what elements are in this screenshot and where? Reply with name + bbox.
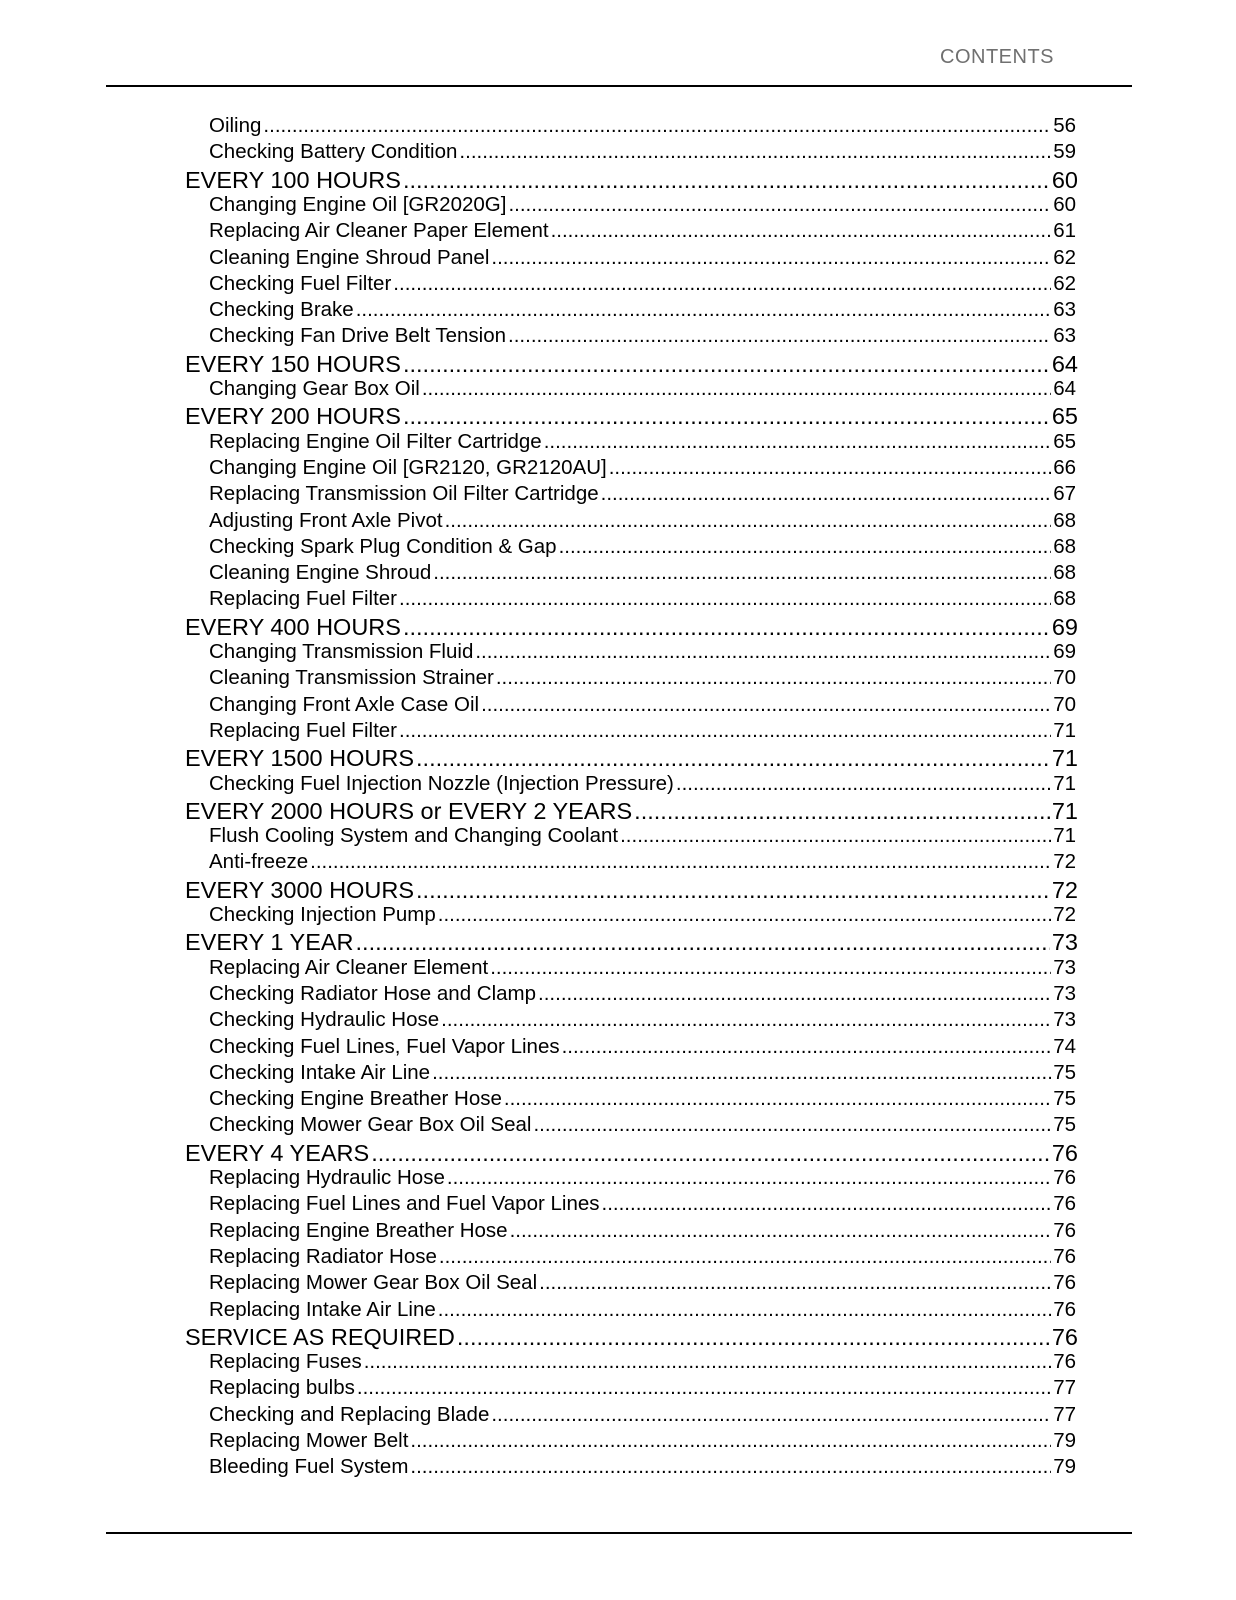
toc-entry-page-number: 76	[1051, 1323, 1078, 1350]
toc-entry-title: EVERY 4 YEARS	[185, 1139, 370, 1166]
toc-entry-title: Replacing Fuel Lines and Fuel Vapor Lines	[209, 1192, 600, 1216]
toc-entry-title: EVERY 100 HOURS	[185, 166, 401, 193]
toc-entry-title: Replacing Mower Gear Box Oil Seal	[209, 1271, 538, 1295]
toc-section-entry[interactable]	[185, 745, 1078, 772]
toc-entry-title: Checking Radiator Hose and Clamp	[209, 981, 537, 1005]
dot-leader	[457, 1324, 1050, 1351]
toc-entry-page-number: 71	[1053, 824, 1076, 848]
toc-entry-title: Checking Fuel Injection Nozzle (Injection Pressure)	[209, 771, 674, 795]
toc-entry-page-number: 62	[1053, 271, 1076, 295]
toc-entry-title: Checking Mower Gear Box Oil Seal	[209, 1113, 532, 1137]
toc-entry-page-number: 70	[1053, 692, 1076, 716]
toc-entry-page-number: 76	[1051, 1139, 1078, 1166]
toc-entry-title: Replacing Air Cleaner Element	[209, 955, 489, 979]
toc-entry-page-number: 64	[1053, 377, 1076, 400]
toc-subsection-entry[interactable]	[209, 219, 1076, 243]
dot-leader	[491, 246, 1051, 270]
dot-leader	[508, 193, 1051, 217]
toc-subsection-entry[interactable]	[209, 956, 1076, 980]
toc-entry-title: Adjusting Front Axle Pivot	[209, 508, 443, 532]
dot-leader	[371, 1140, 1050, 1167]
dot-leader	[403, 167, 1050, 194]
toc-entry-page-number: 59	[1053, 140, 1076, 164]
toc-entry-title: Cleaning Engine Shroud	[209, 561, 432, 585]
toc-entry-page-number: 60	[1053, 192, 1076, 216]
dot-leader	[634, 798, 1050, 825]
dot-leader	[433, 561, 1051, 585]
toc-subsection-entry[interactable]	[209, 1376, 1076, 1400]
toc-entry-page-number: 62	[1053, 245, 1076, 269]
toc-subsection-entry[interactable]	[209, 640, 1076, 664]
toc-entry-title: Replacing Air Cleaner Paper Element	[209, 219, 549, 243]
toc-entry-title: EVERY 200 HOURS	[185, 403, 401, 430]
toc-entry-title: Cleaning Transmission Strainer	[209, 666, 494, 690]
toc-subsection-entry[interactable]	[209, 193, 1076, 217]
toc-entry-page-number: 69	[1051, 613, 1078, 640]
dot-leader	[551, 219, 1052, 243]
dot-leader	[459, 140, 1051, 164]
dot-leader	[620, 824, 1051, 848]
toc-subsection-entry[interactable]	[209, 1403, 1076, 1427]
dot-leader	[439, 1245, 1051, 1269]
dot-leader	[263, 114, 1051, 138]
dot-leader	[491, 1403, 1051, 1427]
dot-leader	[410, 1429, 1051, 1453]
toc-section-entry[interactable]	[185, 1140, 1078, 1167]
dot-leader	[356, 298, 1051, 322]
toc-subsection-entry[interactable]	[209, 982, 1076, 1006]
running-header-contents: CONTENTS	[940, 46, 1054, 68]
toc-entry-page-number: 71	[1053, 771, 1076, 795]
toc-subsection-entry[interactable]	[209, 1298, 1076, 1322]
toc-subsection-entry[interactable]	[209, 1087, 1076, 1111]
dot-leader	[475, 640, 1051, 664]
toc-subsection-entry[interactable]	[209, 114, 1076, 138]
toc-entry-title: Changing Gear Box Oil	[209, 377, 420, 400]
toc-section-entry[interactable]	[185, 798, 1078, 825]
toc-subsection-entry[interactable]	[209, 377, 1076, 401]
toc-entry-page-number: 56	[1053, 114, 1076, 137]
toc-entry-page-number: 71	[1051, 797, 1078, 824]
toc-subsection-entry[interactable]	[209, 1061, 1076, 1085]
dot-leader	[357, 1376, 1051, 1400]
toc-entry-page-number: 79	[1053, 1429, 1076, 1452]
toc-subsection-entry[interactable]	[209, 535, 1076, 559]
dot-leader	[403, 403, 1050, 430]
toc-entry-page-number: 76	[1053, 1244, 1076, 1268]
toc-entry-page-number: 77	[1053, 1402, 1076, 1426]
toc-entry-title: Anti-freeze	[209, 850, 309, 874]
dot-leader	[562, 1035, 1052, 1059]
toc-entry-page-number: 76	[1053, 1350, 1076, 1374]
dot-leader	[403, 614, 1050, 641]
toc-entry-page-number: 73	[1053, 955, 1076, 979]
toc-subsection-entry[interactable]	[209, 903, 1076, 927]
toc-section-entry[interactable]	[185, 614, 1078, 641]
toc-entry-title: Checking Fuel Filter	[209, 271, 392, 295]
header-rule	[106, 85, 1132, 87]
toc-section-entry[interactable]	[185, 929, 1078, 956]
dot-leader	[432, 1061, 1051, 1085]
toc-subsection-entry[interactable]	[209, 1429, 1076, 1453]
toc-subsection-entry[interactable]	[209, 1219, 1076, 1243]
dot-leader	[310, 850, 1051, 874]
toc-entry-title: Changing Engine Oil [GR2120, GR2120AU]	[209, 455, 607, 479]
toc-entry-title: Checking Fan Drive Belt Tension	[209, 324, 507, 348]
toc-subsection-entry[interactable]	[209, 693, 1076, 717]
toc-subsection-entry[interactable]	[209, 430, 1076, 454]
toc-subsection-entry[interactable]	[209, 1113, 1076, 1137]
toc-subsection-entry[interactable]	[209, 1192, 1076, 1216]
toc-entry-page-number: 72	[1051, 876, 1078, 903]
toc-entry-page-number: 66	[1053, 455, 1076, 479]
toc-entry-title: Flush Cooling System and Changing Coolant	[209, 824, 619, 848]
toc-entry-page-number: 68	[1053, 587, 1076, 611]
dot-leader	[393, 272, 1051, 296]
toc-entry-page-number: 76	[1053, 1166, 1076, 1189]
toc-entry-page-number: 64	[1051, 350, 1078, 377]
toc-entry-title: Checking Intake Air Line	[209, 1060, 431, 1084]
toc-entry-page-number: 61	[1053, 219, 1076, 243]
toc-subsection-entry[interactable]	[209, 1271, 1076, 1295]
toc-entry-page-number: 68	[1053, 508, 1076, 532]
dot-leader	[609, 456, 1051, 480]
dot-leader	[544, 430, 1051, 454]
toc-subsection-entry[interactable]	[209, 1166, 1076, 1190]
toc-subsection-entry[interactable]	[209, 587, 1076, 611]
toc-section-entry[interactable]	[185, 1324, 1078, 1351]
toc-entry-page-number: 72	[1053, 903, 1076, 926]
toc-entry-title: Checking Brake	[209, 298, 354, 322]
toc-entry-title: Replacing Fuses	[209, 1350, 362, 1374]
toc-entry-title: Replacing Engine Breather Hose	[209, 1218, 508, 1242]
toc-entry-page-number: 65	[1051, 403, 1078, 430]
dot-leader	[533, 1113, 1051, 1137]
toc-entry-title: Oiling	[209, 114, 262, 137]
toc-entry-title: Checking Injection Pump	[209, 903, 436, 926]
toc-subsection-entry[interactable]	[209, 456, 1076, 480]
dot-leader	[410, 1455, 1051, 1479]
toc-entry-page-number: 79	[1053, 1455, 1076, 1479]
dot-leader	[496, 666, 1051, 690]
toc-entry-title: EVERY 400 HOURS	[185, 613, 401, 640]
toc-entry-page-number: 73	[1053, 981, 1076, 1005]
toc-entry-title: Changing Transmission Fluid	[209, 640, 474, 663]
dot-leader	[538, 982, 1051, 1006]
toc-entry-page-number: 77	[1053, 1376, 1076, 1400]
toc-entry-page-number: 71	[1051, 745, 1078, 772]
dot-leader	[422, 377, 1051, 401]
toc-entry-page-number: 63	[1053, 324, 1076, 348]
toc-entry-page-number: 68	[1053, 534, 1076, 558]
toc-entry-page-number: 76	[1053, 1192, 1076, 1216]
toc-entry-page-number: 65	[1053, 429, 1076, 453]
toc-entry-page-number: 71	[1053, 718, 1076, 742]
dot-leader	[559, 535, 1052, 559]
toc-subsection-entry[interactable]	[209, 824, 1076, 848]
toc-entry-page-number: 76	[1053, 1297, 1076, 1321]
toc-subsection-entry[interactable]	[209, 272, 1076, 296]
toc-entry-page-number: 70	[1053, 666, 1076, 690]
footer-rule	[106, 1532, 1132, 1534]
toc-subsection-entry[interactable]	[209, 140, 1076, 164]
toc-entry-page-number: 73	[1053, 1008, 1076, 1032]
dot-leader	[510, 1219, 1052, 1243]
toc-entry-title: Changing Front Axle Case Oil	[209, 692, 480, 716]
toc-subsection-entry[interactable]	[209, 482, 1076, 506]
toc-entry-title: Checking Battery Condition	[209, 140, 458, 164]
toc-entry-page-number: 76	[1053, 1271, 1076, 1295]
toc-subsection-entry[interactable]	[209, 298, 1076, 322]
toc-entry-title: Replacing Radiator Hose	[209, 1244, 437, 1268]
toc-entry-title: EVERY 3000 HOURS	[185, 876, 415, 903]
toc-subsection-entry[interactable]	[209, 772, 1076, 796]
toc-entry-title: Replacing Fuel Filter	[209, 718, 397, 742]
toc-entry-title: Replacing Mower Belt	[209, 1429, 409, 1452]
toc-section-entry[interactable]	[185, 403, 1078, 430]
toc-entry-title: Checking Fuel Lines, Fuel Vapor Lines	[209, 1034, 560, 1058]
toc-subsection-entry[interactable]	[209, 850, 1076, 874]
dot-leader	[539, 1271, 1051, 1295]
dot-leader	[403, 351, 1050, 378]
toc-entry-title: Checking Engine Breather Hose	[209, 1087, 502, 1111]
toc-entry-title: Checking Spark Plug Condition & Gap	[209, 534, 557, 558]
toc-entry-page-number: 74	[1053, 1034, 1076, 1058]
toc-entry-title: Replacing Hydraulic Hose	[209, 1166, 445, 1189]
toc-entry-title: Checking Hydraulic Hose	[209, 1008, 440, 1032]
toc-section-entry[interactable]	[185, 351, 1078, 378]
toc-entry-title: Replacing Fuel Filter	[209, 587, 397, 611]
toc-section-entry[interactable]	[185, 877, 1078, 904]
toc-entry-page-number: 63	[1053, 298, 1076, 322]
toc-subsection-entry[interactable]	[209, 1455, 1076, 1479]
toc-entry-page-number: 69	[1053, 640, 1076, 663]
dot-leader	[416, 745, 1050, 772]
dot-leader	[490, 956, 1051, 980]
dot-leader	[601, 482, 1052, 506]
toc-entry-page-number: 75	[1053, 1113, 1076, 1137]
toc-subsection-entry[interactable]	[209, 719, 1076, 743]
toc-entry-title: EVERY 1500 HOURS	[185, 745, 415, 772]
toc-entry-title: Replacing Intake Air Line	[209, 1297, 436, 1321]
toc-entry-title: EVERY 150 HOURS	[185, 350, 401, 377]
toc-entry-title: Replacing bulbs	[209, 1376, 355, 1400]
dot-leader	[416, 877, 1050, 904]
toc-entry-title: Replacing Engine Oil Filter Cartridge	[209, 429, 542, 453]
toc-entry-page-number: 75	[1053, 1087, 1076, 1111]
dot-leader	[504, 1087, 1051, 1111]
toc-entry-page-number: 68	[1053, 561, 1076, 585]
dot-leader	[602, 1192, 1052, 1216]
toc-entry-page-number: 67	[1053, 482, 1076, 506]
dot-leader	[399, 587, 1051, 611]
toc-subsection-entry[interactable]	[209, 1350, 1076, 1374]
dot-leader	[676, 772, 1051, 796]
toc-entry-title: EVERY 2000 HOURS or EVERY 2 YEARS	[185, 797, 633, 824]
dot-leader	[445, 509, 1052, 533]
toc-entry-title: Cleaning Engine Shroud Panel	[209, 245, 490, 269]
toc-section-entry[interactable]	[185, 167, 1078, 194]
toc-entry-page-number: 75	[1053, 1060, 1076, 1084]
toc-entry-title: Changing Engine Oil [GR2020G]	[209, 192, 507, 216]
toc-entry-title: SERVICE AS REQUIRED	[185, 1323, 455, 1350]
toc-subsection-entry[interactable]	[209, 1245, 1076, 1269]
dot-leader	[441, 1008, 1051, 1032]
toc-subsection-entry[interactable]	[209, 509, 1076, 533]
dot-leader	[364, 1350, 1051, 1374]
toc-subsection-entry[interactable]	[209, 1035, 1076, 1059]
dot-leader	[438, 903, 1051, 927]
dot-leader	[438, 1298, 1051, 1322]
toc-subsection-entry[interactable]	[209, 1008, 1076, 1032]
toc-entry-title: Replacing Transmission Oil Filter Cartridge	[209, 482, 599, 506]
toc-subsection-entry[interactable]	[209, 246, 1076, 270]
dot-leader	[399, 719, 1051, 743]
toc-entry-title: Bleeding Fuel System	[209, 1455, 409, 1479]
toc-entry-page-number: 60	[1051, 166, 1078, 193]
toc-entry-page-number: 72	[1053, 850, 1076, 874]
dot-leader	[447, 1166, 1051, 1190]
dot-leader	[508, 324, 1051, 348]
toc-subsection-entry[interactable]	[209, 324, 1076, 348]
toc-subsection-entry[interactable]	[209, 666, 1076, 690]
toc-subsection-entry[interactable]	[209, 561, 1076, 585]
toc-entry-page-number: 73	[1051, 929, 1078, 956]
toc-entry-title: EVERY 1 YEAR	[185, 929, 354, 956]
toc-entry-page-number: 76	[1053, 1218, 1076, 1242]
toc-entry-title: Checking and Replacing Blade	[209, 1402, 490, 1426]
dot-leader	[481, 693, 1051, 717]
dot-leader	[356, 929, 1050, 956]
